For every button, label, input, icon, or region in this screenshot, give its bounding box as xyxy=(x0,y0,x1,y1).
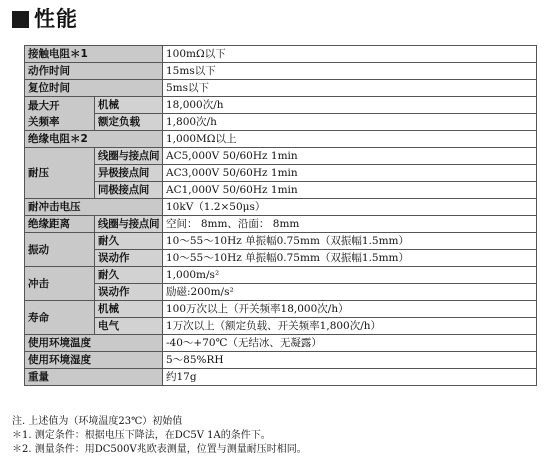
group-label: 寿命 xyxy=(25,301,95,335)
row-value: 约17g xyxy=(163,369,537,386)
row-value: 1万次以上（额定负载、开关频率1,800次/h） xyxy=(163,318,537,335)
row-value: 10～55～10Hz 单振幅0.75mm（双振幅1.5mm） xyxy=(163,250,537,267)
group-label: 冲击 xyxy=(25,267,95,301)
table-row xyxy=(25,199,537,216)
table-row xyxy=(25,352,537,369)
row-label: 绝缘距离 xyxy=(25,216,95,233)
row-value: 1,800次/h xyxy=(163,114,537,131)
row-value: 空间： 8mm、沿面： 8mm xyxy=(163,216,537,233)
row-value: AC5,000V 50/60Hz 1min xyxy=(163,148,537,165)
table-row xyxy=(25,233,537,250)
sub-label: 耐久 xyxy=(95,267,163,284)
group-label: 振动 xyxy=(25,233,95,267)
group-label xyxy=(25,97,95,131)
table-row xyxy=(25,165,537,182)
row-value: -40～+70℃（无结冰、无凝露） xyxy=(163,335,537,352)
row-value: 1,000MΩ以上 xyxy=(163,131,537,148)
table-row xyxy=(25,46,537,63)
row-label: 使用环境湿度 xyxy=(25,352,163,369)
table-row xyxy=(25,335,537,352)
row-value: 励磁:200m/s² xyxy=(163,284,537,301)
table-row xyxy=(25,267,537,284)
table-row xyxy=(25,131,537,148)
group-label: 耐压 xyxy=(25,148,95,199)
sub-label: 耐久 xyxy=(95,233,163,250)
row-value: 100万次以上（开关频率18,000次/h） xyxy=(163,301,537,318)
table-row xyxy=(25,284,537,301)
row-value: AC3,000V 50/60Hz 1min xyxy=(163,165,537,182)
sub-label: 误动作 xyxy=(95,250,163,267)
row-value: 100mΩ以下 xyxy=(163,46,537,63)
table-row xyxy=(25,97,537,114)
table-row xyxy=(25,250,537,267)
table-row xyxy=(25,216,537,233)
row-value: 18,000次/h xyxy=(163,97,537,114)
table-row xyxy=(25,301,537,318)
section-title: 性能 xyxy=(34,7,78,31)
row-label: 接触电阻＊1 xyxy=(25,46,163,63)
table-row xyxy=(25,114,537,131)
row-value: 1,000m/s² xyxy=(163,267,537,284)
footnote: ＊2. 测量条件：用DC500V兆欧表测量，位置与测量耐压时相同。 xyxy=(12,444,307,455)
row-value: 15ms以下 xyxy=(163,63,537,80)
footnote: ＊1. 测定条件：根据电压下降法，在DC5V 1A的条件下。 xyxy=(12,430,271,441)
row-value: AC1,000V 50/60Hz 1min xyxy=(163,182,537,199)
sub-label: 额定负载 xyxy=(95,114,163,131)
table-row xyxy=(25,63,537,80)
sub-label: 机械 xyxy=(95,97,163,114)
row-label: 耐冲击电压 xyxy=(25,199,163,216)
row-label: 重量 xyxy=(25,369,163,386)
specifications-table xyxy=(24,45,537,386)
square-bullet-icon xyxy=(12,11,29,28)
table-row xyxy=(25,80,537,97)
footnotes xyxy=(12,415,307,457)
sub-label: 线圈与接点间 xyxy=(95,216,163,233)
table-row xyxy=(25,148,537,165)
table-row xyxy=(25,318,537,335)
sub-label: 异极接点间 xyxy=(95,165,163,182)
sub-label: 线圈与接点间 xyxy=(95,148,163,165)
sub-label: 电气 xyxy=(95,318,163,335)
row-label: 使用环境温度 xyxy=(25,335,163,352)
group-label-line: 关频率 xyxy=(28,115,60,128)
row-value: 10～55～10Hz 单振幅0.75mm（双振幅1.5mm） xyxy=(163,233,537,250)
sub-label: 误动作 xyxy=(95,284,163,301)
row-value: 5～85%RH xyxy=(163,352,537,369)
row-value: 10kV（1.2×50μs） xyxy=(163,199,537,216)
sub-label: 机械 xyxy=(95,301,163,318)
sub-label: 同极接点间 xyxy=(95,182,163,199)
footnote: 注. 上述值为（环境温度23℃）初始值 xyxy=(12,416,183,427)
row-label: 绝缘电阻＊2 xyxy=(25,131,163,148)
section-heading xyxy=(12,6,78,32)
table-row xyxy=(25,182,537,199)
row-value: 5ms以下 xyxy=(163,80,537,97)
row-label: 动作时间 xyxy=(25,63,163,80)
row-label: 复位时间 xyxy=(25,80,163,97)
group-label-line: 最大开 xyxy=(28,99,60,112)
table-row xyxy=(25,369,537,386)
